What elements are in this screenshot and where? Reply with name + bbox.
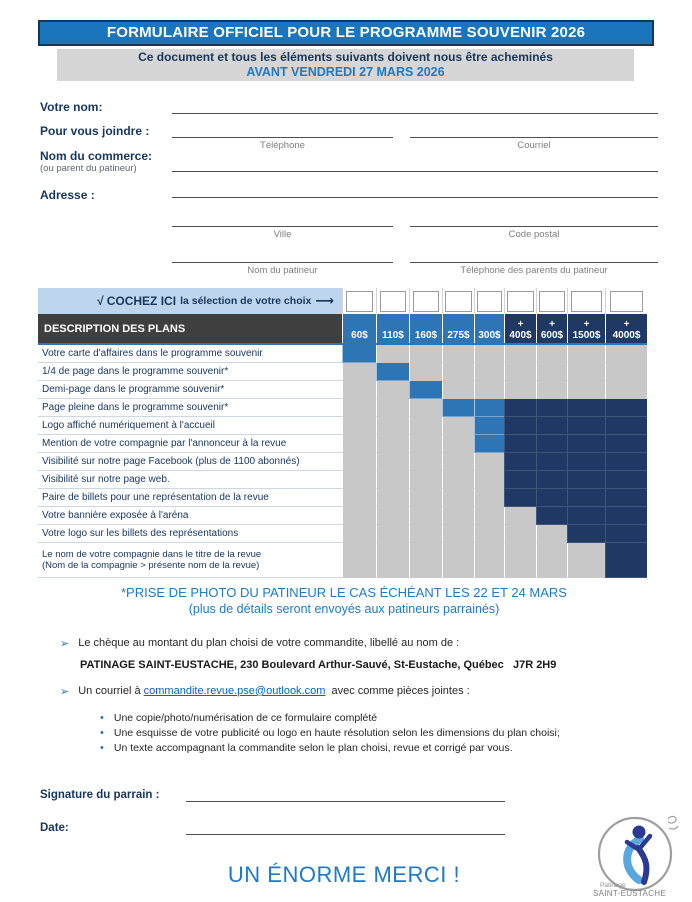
- plan-feature-label: Logo affiché numériquement à l'accueil: [38, 417, 342, 435]
- plan-cell-gray: [342, 489, 376, 507]
- date-field[interactable]: [186, 821, 505, 835]
- table-row: [38, 543, 647, 578]
- plan-cell-gray: [409, 453, 442, 471]
- plan-cell-gray: [474, 363, 504, 381]
- plan-checkbox[interactable]: [413, 291, 440, 312]
- plan-cell-gray: [376, 453, 409, 471]
- plan-cell-navy: [567, 489, 605, 507]
- plan-price: 160$: [414, 330, 438, 341]
- plan-cell-gray: [442, 507, 474, 525]
- phone-field[interactable]: [172, 124, 393, 138]
- city-field[interactable]: [172, 213, 393, 227]
- plan-cell-gray: [376, 381, 409, 399]
- plan-feature-label: Votre bannière exposée à l'aréna: [38, 507, 342, 525]
- plan-cell-blue: [342, 345, 376, 363]
- plan-cell-blue: [376, 363, 409, 381]
- address-label: Adresse :: [40, 188, 95, 202]
- plan-cell-gray: [536, 525, 567, 543]
- plus-sign: +: [583, 319, 590, 330]
- date-label: Date:: [40, 822, 69, 834]
- plan-checkbox-cell: [342, 288, 376, 314]
- plan-cell-gray: [474, 489, 504, 507]
- plan-cell-gray: [442, 417, 474, 435]
- plan-cell-gray: [605, 363, 647, 381]
- plan-cell-gray: [504, 543, 536, 578]
- dot-bullet-icon: •: [100, 727, 104, 739]
- check-instruction-bold: COCHEZ ICI: [106, 294, 177, 308]
- plus-sign: +: [517, 319, 524, 330]
- plan-price-header: [605, 314, 647, 343]
- attachment-text: Une copie/photo/numérisation de ce formulaire complété: [113, 712, 378, 724]
- plan-cell-gray: [442, 453, 474, 471]
- plan-cell-gray: [504, 363, 536, 381]
- table-row: [38, 435, 647, 453]
- business-field[interactable]: [172, 158, 658, 172]
- deadline-date: AVANT VENDREDI 27 MARS 2026: [246, 65, 445, 79]
- city-caption: Ville: [273, 229, 292, 240]
- plan-checkbox[interactable]: [346, 291, 374, 312]
- plan-price-header: [474, 314, 504, 343]
- arrow-bullet-icon: ➢: [60, 637, 70, 650]
- plan-checkbox[interactable]: [571, 291, 602, 312]
- plan-cell-gray: [442, 381, 474, 399]
- plan-feature-label: Le nom de votre compagnie dans le titre de la revue (Nom de la compagnie > présente nom de la revue): [38, 543, 342, 578]
- plan-cell-blue: [442, 399, 474, 417]
- plan-cell-gray: [342, 453, 376, 471]
- plan-cell-gray: [409, 507, 442, 525]
- plan-price: 600$: [540, 330, 564, 341]
- plan-checkbox[interactable]: [610, 291, 644, 312]
- plan-cell-gray: [474, 525, 504, 543]
- plan-cell-gray: [442, 471, 474, 489]
- plan-price: 110$: [382, 330, 404, 341]
- table-row: [38, 345, 647, 363]
- logo-text-patinage: Patinage: [600, 882, 626, 889]
- plan-checkbox[interactable]: [380, 291, 407, 312]
- plan-price-header: [504, 314, 536, 343]
- instruction-email-text: Un courriel à commandite.revue.pse@outlook.com avec comme pièces jointes :: [78, 685, 470, 697]
- plan-cell-navy: [605, 525, 647, 543]
- table-row: [38, 507, 647, 525]
- sponsor-signature-field[interactable]: [186, 788, 505, 802]
- plan-price: 275$: [447, 330, 470, 341]
- table-row: [38, 381, 647, 399]
- plan-cell-gray: [376, 345, 409, 363]
- business-sublabel: (ou parent du patineur): [40, 163, 137, 174]
- plan-cell-blue: [474, 399, 504, 417]
- form-title-banner: FORMULAIRE OFFICIEL POUR LE PROGRAMME SOUVENIR 2026: [38, 20, 654, 46]
- plan-cell-gray: [605, 345, 647, 363]
- plan-cell-navy: [536, 435, 567, 453]
- name-field[interactable]: [172, 100, 658, 114]
- plan-cell-gray: [536, 363, 567, 381]
- plan-cell-gray: [342, 471, 376, 489]
- plan-checkbox[interactable]: [477, 291, 502, 312]
- phone-caption: Téléphone: [260, 140, 305, 151]
- plan-checkbox-cell: [376, 288, 409, 314]
- plan-cell-gray: [605, 381, 647, 399]
- plan-feature-label: 1/4 de page dans le programme souvenir*: [38, 363, 342, 381]
- plan-cell-gray: [442, 363, 474, 381]
- plan-feature-label: Visibilité sur notre page Facebook (plus de 1100 abonnés): [38, 453, 342, 471]
- plan-cell-gray: [442, 543, 474, 578]
- parent-phone-caption: Téléphone des parents du patineur: [460, 265, 608, 276]
- plan-checkbox-cell: [504, 288, 536, 314]
- plan-price-header-row: [38, 314, 647, 343]
- plan-cell-gray: [567, 363, 605, 381]
- skater-name-field[interactable]: [172, 249, 393, 263]
- plan-cell-gray: [376, 471, 409, 489]
- plan-cell-gray: [409, 543, 442, 578]
- plan-cell-navy: [567, 525, 605, 543]
- plan-cell-gray: [474, 543, 504, 578]
- instruction-cheque: [60, 637, 459, 650]
- plan-cell-gray: [442, 345, 474, 363]
- plan-checkbox[interactable]: [539, 291, 564, 312]
- plan-cell-gray: [409, 417, 442, 435]
- plan-price: 400$: [509, 330, 532, 341]
- logo-text-city: SAINT-EUSTACHE: [593, 889, 666, 898]
- plan-cell-gray: [474, 345, 504, 363]
- plan-feature-label: Mention de votre compagnie par l'annonceur à la revue: [38, 435, 342, 453]
- plan-cell-navy: [536, 489, 567, 507]
- plan-checkbox-cell: [474, 288, 504, 314]
- email-caption: Courriel: [517, 140, 551, 151]
- skater-name-caption: Nom du patineur: [247, 265, 318, 276]
- plan-cell-gray: [376, 417, 409, 435]
- plan-cell-navy: [567, 471, 605, 489]
- plan-cell-navy: [504, 489, 536, 507]
- check-mark-symbol: √: [97, 294, 104, 308]
- plan-feature-label: Votre logo sur les billets des représentations: [38, 525, 342, 543]
- table-row: [38, 417, 647, 435]
- sponsor-signature-label: Signature du parrain :: [40, 789, 160, 801]
- table-row: [38, 363, 647, 381]
- plan-price-header: [376, 314, 409, 343]
- logo-trademark: [668, 816, 678, 829]
- plan-checkbox-cell: [567, 288, 605, 314]
- plan-cell-navy: [605, 435, 647, 453]
- plan-cell-gray: [536, 345, 567, 363]
- plan-cell-navy: [504, 471, 536, 489]
- plan-price: 60$: [351, 330, 368, 341]
- plan-feature-label: Votre carte d'affaires dans le programme souvenir: [38, 345, 342, 363]
- plan-cell-gray: [442, 435, 474, 453]
- parent-phone-field[interactable]: [410, 249, 658, 263]
- attachment-item: [100, 727, 560, 739]
- photo-note-line2: (plus de détails seront envoyés aux patineurs parrainés): [188, 602, 500, 616]
- plan-cell-gray: [536, 381, 567, 399]
- plan-cell-navy: [567, 417, 605, 435]
- check-instruction-rest: la sélection de votre choix: [180, 295, 312, 307]
- plan-cell-navy: [605, 543, 647, 578]
- plan-cell-gray: [409, 525, 442, 543]
- check-instruction: [38, 288, 342, 314]
- plan-price-header: [409, 314, 442, 343]
- contact-label: Pour vous joindre :: [40, 124, 150, 138]
- plan-cell-gray: [567, 543, 605, 578]
- plan-cell-gray: [342, 399, 376, 417]
- plan-cell-navy: [605, 453, 647, 471]
- plan-cell-gray: [376, 525, 409, 543]
- plan-cell-gray: [409, 471, 442, 489]
- description-header: DESCRIPTION DES PLANS: [38, 314, 342, 343]
- plan-cell-gray: [342, 381, 376, 399]
- plan-cell-navy: [536, 417, 567, 435]
- plan-cell-gray: [567, 345, 605, 363]
- email-link[interactable]: commandite.revue.pse@outlook.com: [143, 685, 326, 697]
- plan-cell-gray: [409, 489, 442, 507]
- plan-cell-navy: [567, 453, 605, 471]
- plan-checkbox-cell: [442, 288, 474, 314]
- plan-cell-gray: [342, 417, 376, 435]
- plan-cell-navy: [567, 399, 605, 417]
- thank-you-message: UN ÉNORME MERCI !: [227, 862, 461, 887]
- plan-cell-gray: [536, 543, 567, 578]
- plan-cell-navy: [605, 489, 647, 507]
- email-field[interactable]: [410, 124, 658, 138]
- name-label: Votre nom:: [40, 100, 103, 114]
- postal-code-caption: Code postal: [508, 229, 560, 240]
- plan-cell-navy: [504, 453, 536, 471]
- plan-price-header: [536, 314, 567, 343]
- arrow-bullet-icon: ➢: [60, 685, 70, 698]
- plan-price-header: [442, 314, 474, 343]
- skater-head: [633, 826, 646, 839]
- dot-bullet-icon: •: [100, 742, 104, 754]
- business-label: Nom du commerce:: [40, 149, 153, 163]
- table-row: [38, 525, 647, 543]
- plan-cell-navy: [536, 399, 567, 417]
- plan-cell-gray: [504, 507, 536, 525]
- plan-cell-gray: [474, 381, 504, 399]
- plan-cell-gray: [342, 363, 376, 381]
- plan-cell-navy: [536, 453, 567, 471]
- plan-checkbox[interactable]: [445, 291, 471, 312]
- plan-price: 1500$: [572, 330, 601, 341]
- plan-price-header: [342, 314, 376, 343]
- plan-cell-gray: [504, 345, 536, 363]
- deadline-notice: [57, 49, 634, 81]
- table-row: [38, 453, 647, 471]
- postal-code-field[interactable]: [410, 213, 658, 227]
- plan-cell-gray: [376, 489, 409, 507]
- plan-feature-label: Visibilité sur notre page web.: [38, 471, 342, 489]
- plan-cell-navy: [567, 435, 605, 453]
- plan-cell-gray: [376, 435, 409, 453]
- instruction-cheque-text: Le chèque au montant du plan choisi de votre commandite, libellé au nom de :: [78, 637, 460, 649]
- plan-price: 4000$: [612, 330, 641, 341]
- attachment-text: Une esquisse de votre publicité ou logo en haute résolution selon les dimensions du plan choisi;: [113, 727, 560, 739]
- plans-table: [38, 288, 647, 578]
- plan-feature-label: Demi-page dans le programme souvenir*: [38, 381, 342, 399]
- plan-cell-navy: [605, 399, 647, 417]
- plan-cell-gray: [442, 489, 474, 507]
- plan-cell-gray: [474, 507, 504, 525]
- plan-cell-gray: [409, 345, 442, 363]
- plan-checkbox-row: [38, 288, 647, 314]
- payee-address: PATINAGE SAINT-EUSTACHE, 230 Boulevard Arthur-Sauvé, St-Eustache, Québec J7R 2H9: [80, 659, 557, 671]
- plan-price-header: [567, 314, 605, 343]
- plan-checkbox[interactable]: [507, 291, 533, 312]
- plan-feature-label: Page pleine dans le programme souvenir*: [38, 399, 342, 417]
- plus-sign: +: [549, 319, 555, 330]
- plan-cell-gray: [376, 399, 409, 417]
- plan-cell-gray: [342, 543, 376, 578]
- table-row: [38, 489, 647, 507]
- plan-cell-gray: [376, 543, 409, 578]
- plan-cell-gray: [474, 471, 504, 489]
- patinage-saint-eustache-logo: [588, 811, 688, 901]
- notice-text: Ce document et tous les éléments suivants doivent nous être acheminés: [138, 50, 553, 64]
- right-arrow-icon: ⟶: [315, 293, 334, 308]
- plan-cell-gray: [376, 507, 409, 525]
- plan-cell-gray: [504, 525, 536, 543]
- plan-cell-navy: [605, 417, 647, 435]
- plan-cell-gray: [567, 381, 605, 399]
- plan-cell-blue: [474, 417, 504, 435]
- dot-bullet-icon: •: [100, 712, 104, 724]
- plan-cell-navy: [567, 507, 605, 525]
- plan-cell-gray: [342, 525, 376, 543]
- plan-cell-navy: [605, 471, 647, 489]
- plan-cell-navy: [605, 507, 647, 525]
- plan-cell-gray: [442, 525, 474, 543]
- plan-cell-navy: [504, 399, 536, 417]
- plan-checkbox-cell: [605, 288, 647, 314]
- photo-note-line1: *PRISE DE PHOTO DU PATINEUR LE CAS ÉCHÉANT LES 22 ET 24 MARS: [121, 585, 567, 600]
- plan-cell-gray: [504, 381, 536, 399]
- plan-cell-navy: [504, 435, 536, 453]
- plan-cell-gray: [409, 399, 442, 417]
- plan-checkbox-cell: [409, 288, 442, 314]
- plan-cell-navy: [536, 507, 567, 525]
- plan-cell-gray: [409, 435, 442, 453]
- attachment-item: [100, 742, 513, 754]
- plan-cell-gray: [409, 363, 442, 381]
- table-row: [38, 399, 647, 417]
- instruction-email: [60, 685, 470, 698]
- plan-cell-blue: [409, 381, 442, 399]
- plan-cell-blue: [474, 435, 504, 453]
- plan-cell-gray: [342, 507, 376, 525]
- plan-price: 300$: [478, 330, 501, 341]
- plus-sign: +: [623, 319, 630, 330]
- plan-feature-label: Paire de billets pour une représentation de la revue: [38, 489, 342, 507]
- attachment-item: [100, 712, 377, 724]
- plan-cell-gray: [342, 435, 376, 453]
- plans-table-body: [38, 343, 647, 578]
- plan-cell-navy: [536, 471, 567, 489]
- address-field[interactable]: [172, 184, 658, 198]
- table-row: [38, 471, 647, 489]
- plan-checkbox-cell: [536, 288, 567, 314]
- attachment-text: Un texte accompagnant la commandite selon le plan choisi, revue et corrigé par vous.: [113, 742, 513, 754]
- plan-cell-gray: [474, 453, 504, 471]
- plan-cell-navy: [504, 417, 536, 435]
